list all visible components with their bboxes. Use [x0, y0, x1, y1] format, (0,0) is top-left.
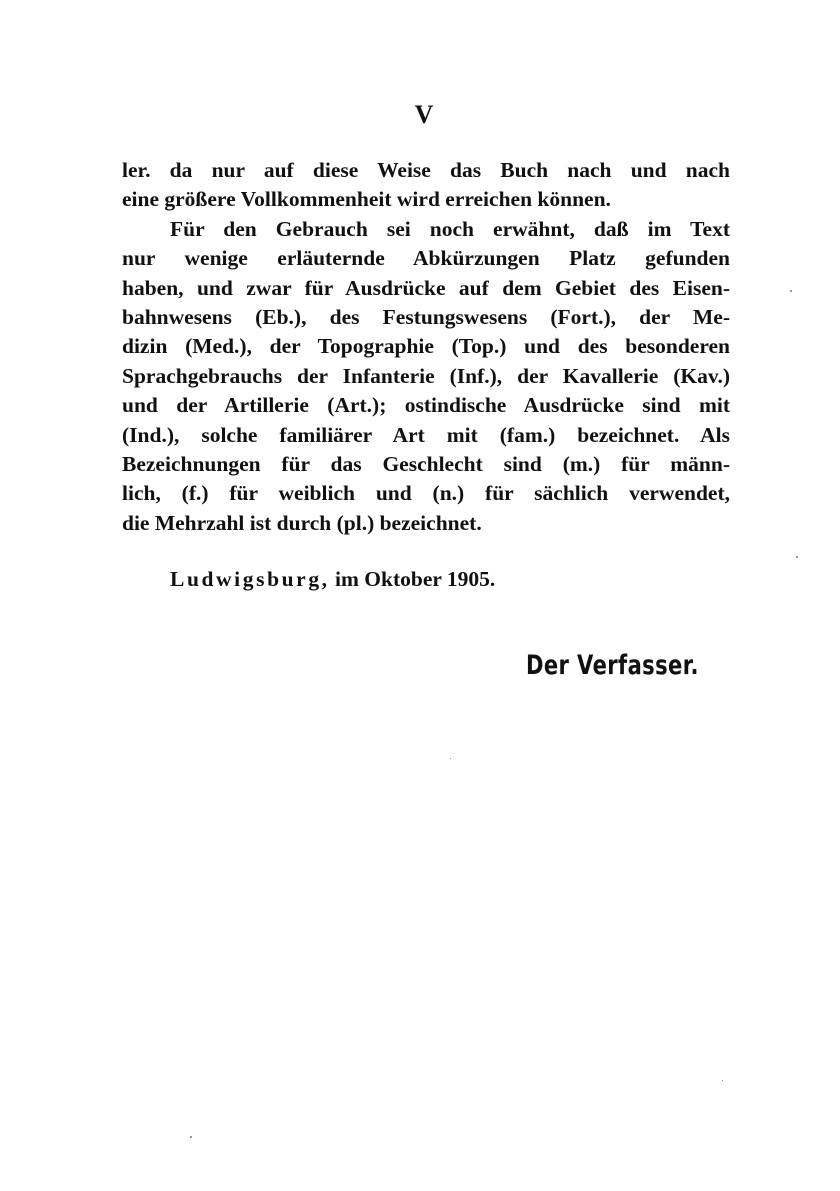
text-line: nur wenige erläuternde Abkürzungen Platz gefunden — [122, 246, 730, 271]
text-line: haben, und zwar für Ausdrücke auf dem Gebiet des Eisen- — [122, 275, 730, 300]
text-line: Sprachgebrauchs der Infanterie (Inf.), der Kavallerie (Kav.) — [122, 363, 730, 388]
scan-speck — [790, 290, 792, 292]
text-line: bahnwesens (Eb.), des Festungswesens (Fort.), der Me- — [122, 304, 730, 329]
text-line: eine größere Vollkommenheit wird erreichen können. — [122, 187, 611, 212]
place-date — [170, 564, 495, 594]
scan-speck — [796, 556, 798, 558]
date: im Oktober 1905. — [329, 567, 496, 591]
text-line: (Ind.), solche familiärer Art mit (fam.) bezeichnet. Als — [122, 422, 730, 447]
text-line: lich, (f.) für weiblich und (n.) für sächlich verwendet, — [122, 481, 730, 506]
body-text — [122, 156, 730, 538]
place: Ludwigsburg, — [170, 567, 330, 591]
text-line: Für den Gebrauch sei noch erwähnt, daß im Text — [170, 216, 730, 241]
text-line: die Mehrzahl ist durch (pl.) bezeichnet. — [122, 510, 482, 535]
page-number: V — [414, 100, 434, 129]
scan-speck — [450, 758, 451, 759]
text-line: dizin (Med.), der Topographie (Top.) und des besonderen — [122, 334, 730, 359]
text-line: und der Artillerie (Art.); ostindische Ausdrücke sind mit — [122, 393, 730, 418]
text-line: Bezeichnungen für das Geschlecht sind (m.) für männ- — [122, 451, 730, 476]
signature: Der Verfasser. — [526, 650, 699, 681]
scan-speck — [190, 1136, 192, 1138]
text-line: ler. da nur auf diese Weise das Buch nach und nach — [122, 158, 730, 182]
scan-speck — [722, 1080, 723, 1081]
